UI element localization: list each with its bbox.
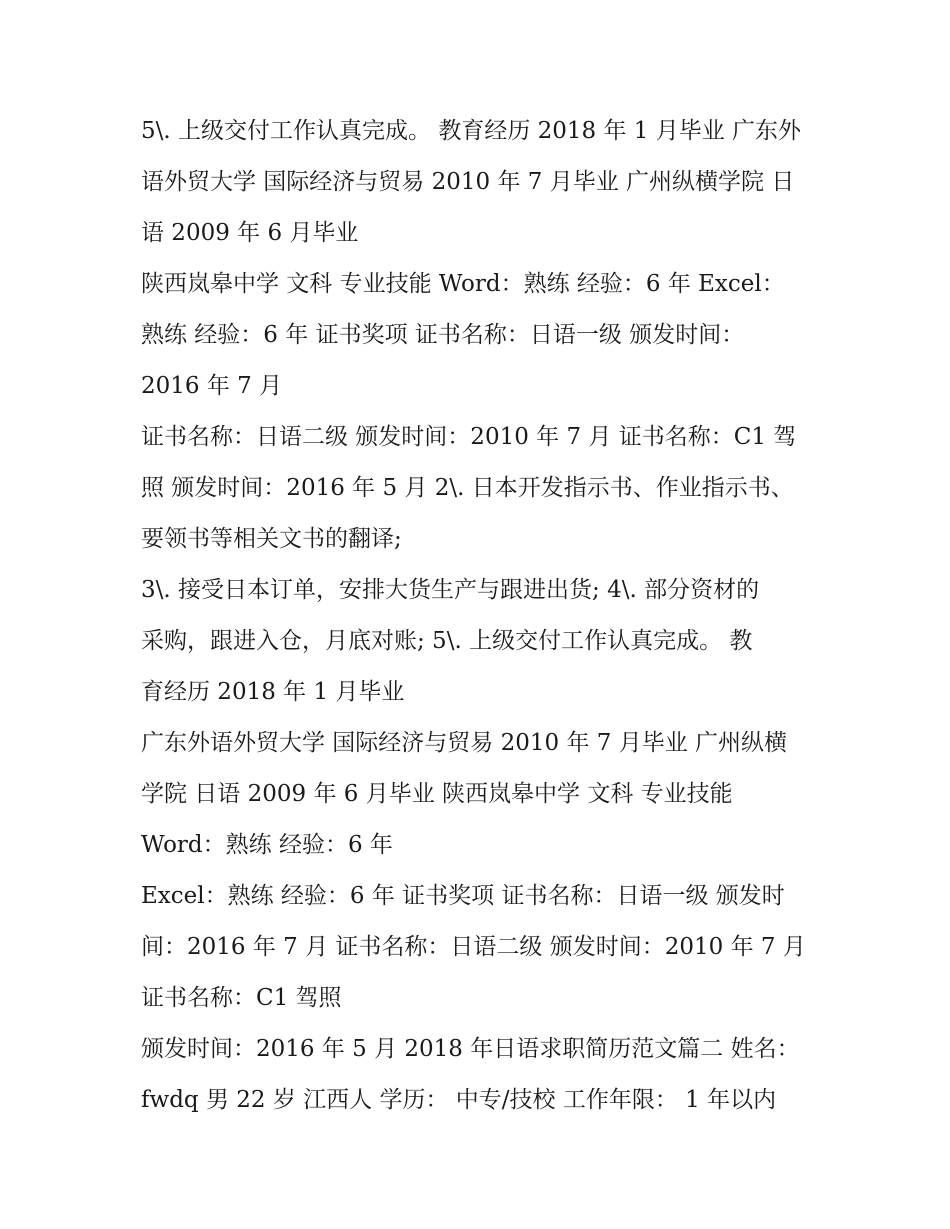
text-line-7: 证书名称：日语二级 颁发时间：2010 年 7 月 证书名称：C1 驾 xyxy=(141,424,797,450)
text-line-2: 语外贸大学 国际经济与贸易 2010 年 7 月毕业 广州纵横学院 日 xyxy=(141,169,795,195)
text-line-14: 学院 日语 2009 年 6 月毕业 陕西岚皋中学 文科 专业技能 xyxy=(141,781,733,807)
text-line-16: Excel：熟练 经验：6 年 证书奖项 证书名称：日语一级 颁发时 xyxy=(141,883,785,909)
text-line-12: 育经历 2018 年 1 月毕业 xyxy=(141,679,405,705)
text-line-6: 2016 年 7 月 xyxy=(141,373,283,399)
text-line-4: 陕西岚皋中学 文科 专业技能 Word：熟练 经验：6 年 Excel： xyxy=(141,271,785,297)
text-line-20: fwdq 男 22 岁 江西人 学历： 中专/技校 工作年限： 1 年以内 xyxy=(141,1087,777,1113)
text-line-19: 颁发时间：2016 年 5 月 2018 年日语求职简历范文篇二 姓名： xyxy=(141,1036,800,1062)
text-line-13: 广东外语外贸大学 国际经济与贸易 2010 年 7 月毕业 广州纵横 xyxy=(141,730,788,756)
text-line-9: 要领书等相关文书的翻译; xyxy=(141,526,402,552)
text-line-18: 证书名称：C1 驾照 xyxy=(141,985,342,1011)
text-line-5: 熟练 经验：6 年 证书奖项 证书名称：日语一级 颁发时间： xyxy=(141,322,745,348)
text-line-3: 语 2009 年 6 月毕业 xyxy=(141,220,359,246)
text-line-11: 采购，跟进入仓，月底对账; 5\. 上级交付工作认真完成。 教 xyxy=(141,628,753,654)
document-body xyxy=(141,106,831,1126)
text-line-8: 照 颁发时间：2016 年 5 月 2\. 日本开发指示书、作业指示书、 xyxy=(141,475,794,501)
text-line-15: Word：熟练 经验：6 年 xyxy=(141,832,393,858)
text-line-10: 3\. 接受日本订单，安排大货生产与跟进出货; 4\. 部分资材的 xyxy=(141,577,760,603)
text-line-1: 5\. 上级交付工作认真完成。 教育经历 2018 年 1 月毕业 广东外 xyxy=(141,118,802,144)
text-line-17: 间：2016 年 7 月 证书名称：日语二级 颁发时间：2010 年 7 月 xyxy=(141,934,806,960)
